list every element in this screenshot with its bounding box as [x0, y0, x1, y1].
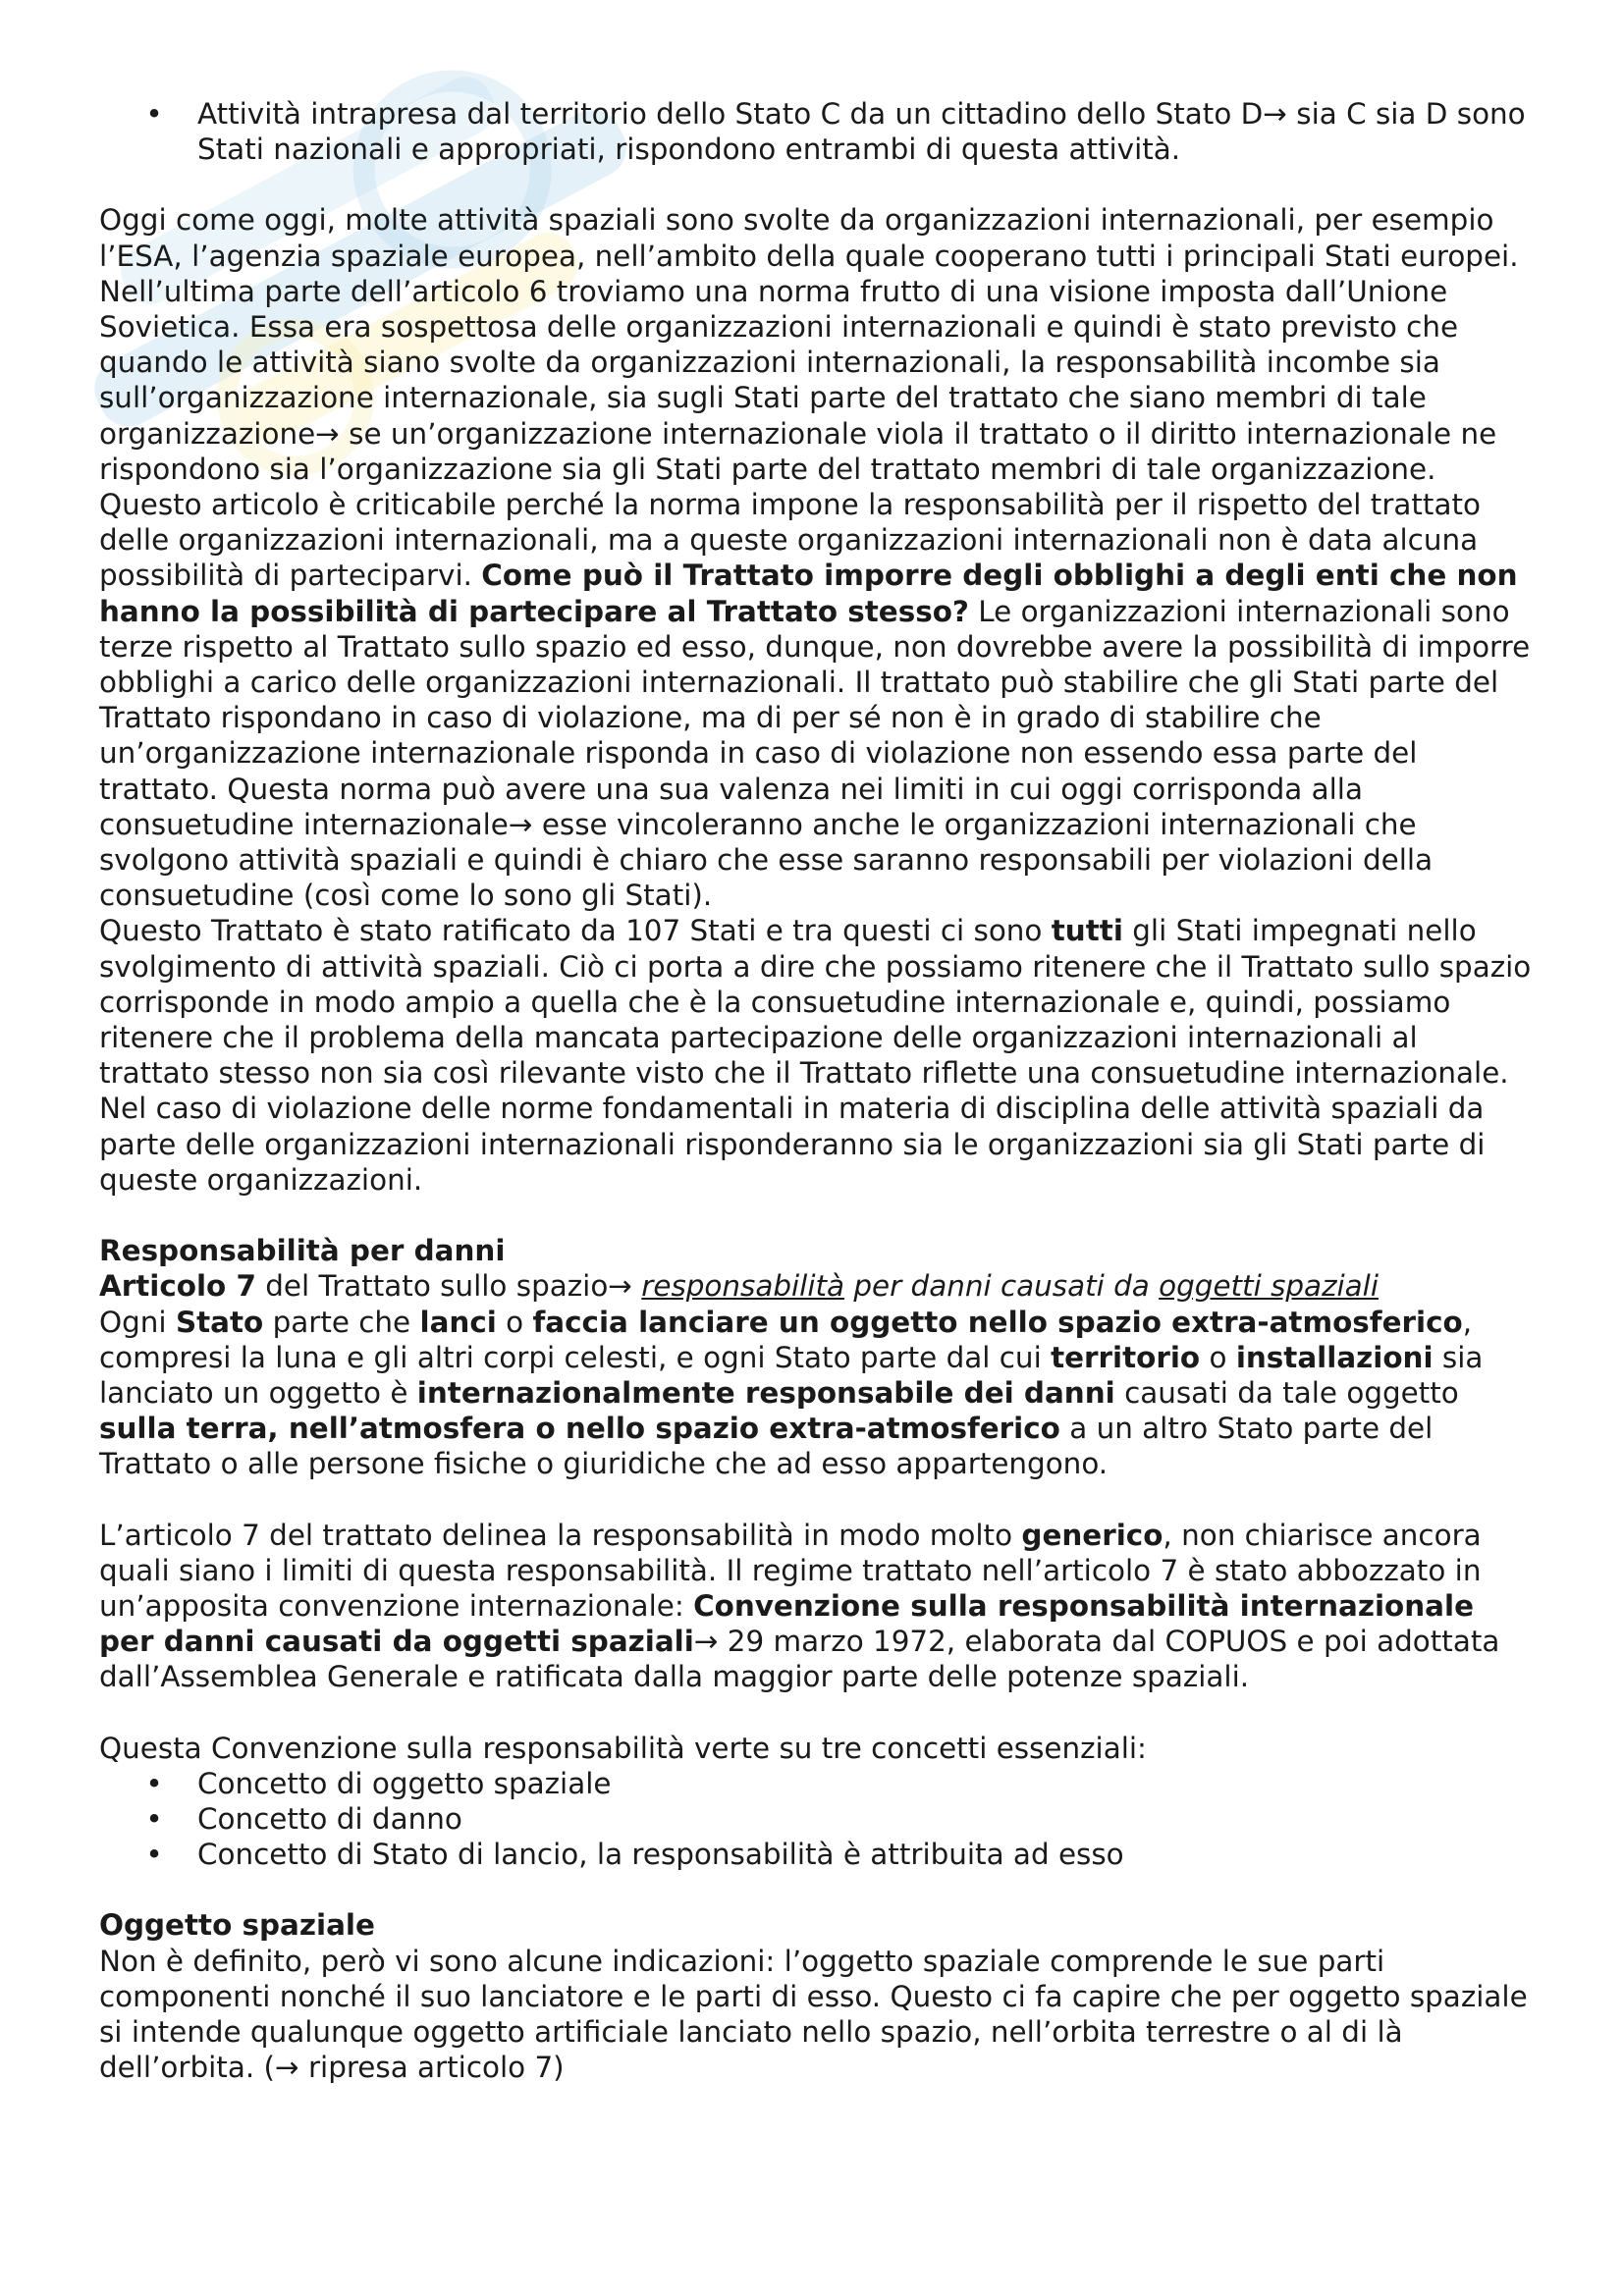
section-heading-oggetto-spaziale: Oggetto spaziale: [99, 1908, 375, 1943]
list-item: • Concetto di Stato di lancio, la responsabilità è attribuita ad esso: [145, 1838, 1124, 1872]
bold-question: Come può il Trattato imporre degli obblighi a degli enti che non hanno la possibilità di partecipare al Trattato stesso?: [99, 559, 1518, 628]
paragraph-oggetto-spaziale: Non è definito, però vi sono alcune indicazioni: l’oggetto spaziale comprende le sue parti componenti nonché il suo lanciatore e le parti di esso. Questo ci fa capire che per oggetto spaziale si intende qualunque oggetto artificiale lanciato nello spazio, nell’orbita terrestre o al di là dell’orbita. (→ ripresa articolo 7): [99, 1944, 1528, 2085]
paragraph-concepts-intro: Questa Convenzione sulla responsabilità verte su tre concetti essenziali:: [99, 1731, 1147, 1765]
top-bullet-list: [99, 96, 1533, 167]
paragraph-convention: L’articolo 7 del trattato delinea la responsabilità in modo molto generico, non chiarisce ancora quali siano i limiti di questa responsabilità. Il regime trattato nell’articolo 7 è stato abbozzato in un’apposita convenzione internazionale: Convenzione sulla responsabilità internazionale per danni causati da oggetti spaziali→ 29 marzo 1972, elaborata dal COPUOS e poi adottata dall’Assemblea Generale e ratificata dalla maggior parte delle potenze spaziali.: [99, 1518, 1500, 1694]
list-item: • Concetto di danno: [145, 1801, 462, 1836]
paragraph-criticism: Questo articolo è criticabile perché la norma impone la responsabilità per il rispetto del trattato delle organizzazioni internazionali, ma a queste organizzazioni internazionali non è data alcuna possibilità di parteciparvi. Come può il Trattato imporre degli obblighi a degli enti che non hanno la possibilità di partecipare al Trattato stesso? Le organizzazioni internazionali sono terze rispetto al Trattato sullo spazio ed esso, dunque, non dovrebbe avere la possibilità di imporre obblighi a carico delle organizzazioni internazionali. Il trattato può stabilire che gli Stati parte del Trattato rispondano in caso di violazione, ma di per sé non è in grado di stabilire che un’organizzazione internazionale risponda in caso di violazione non essendo essa parte del trattato. Questa norma può avere una sua valenza nei limiti in cui oggi corrisponda alla consuetudine internazionale→ esse vincoleranno anche le organizzazioni internazionali che svolgono attività spaziali e quindi è chiaro che esse saranno responsabili per violazioni della consuetudine (così come lo sono gli Stati).: [99, 488, 1531, 913]
paragraph-ratification: Questo Trattato è stato ratificato da 107 Stati e tra questi ci sono tutti gli Stati impegnati nello svolgimento di attività spaziali. Ciò ci porta a dire che possiamo ritenere che il Trattato sullo spazio corrisponde in modo ampio a quella che è la consuetudine internazionale e, quindi, possiamo ritenere che il problema della mancata partecipazione delle organizzazioni internazionali al trattato stesso non sia così rilevante visto che il Trattato riflette una consuetudine internazionale. Nel caso di violazione delle norme fondamentali in materia di disciplina delle attività spaziali da parte delle organizzazioni internazionali risponderanno sia le organizzazioni sia gli Stati parte di queste organizzazioni.: [99, 914, 1532, 1197]
document-body: [99, 96, 1533, 2085]
article-7-text: Ogni Stato parte che lanci o faccia lanciare un oggetto nello spazio extra-atmosferico, compresi la luna e gli altri corpi celesti, e ogni Stato parte dal cui territorio o installazioni sia lanciato un oggetto è internazionalmente responsabile dei danni causati da tale oggetto sulla terra, nell’atmosfera o nello spazio extra-atmosferico a un altro Stato parte del Trattato o alle persone fisiche o giuridiche che ad esso appartengono.: [99, 1305, 1484, 1481]
bullet-icon: •: [145, 1838, 163, 1872]
bullet-icon: •: [145, 1801, 163, 1836]
bullet-text: Attività intrapresa dal territorio dello Stato C da un cittadino dello Stato D→ sia C sia D sono Stati nazionali e appropriati, rispondono entrambi di questa attività.: [197, 97, 1526, 167]
bullet-icon: •: [145, 1766, 163, 1800]
list-item: • Concetto di oggetto spaziale: [145, 1766, 612, 1800]
article-7-line: Articolo 7 del Trattato sullo spazio→ responsabilità per danni causati da oggetti spaziali: [99, 1269, 1380, 1304]
section-heading-responsabilita: Responsabilità per danni: [99, 1234, 506, 1268]
paragraph-international-organizations: Oggi come oggi, molte attività spaziali sono svolte da organizzazioni internazionali, per esempio l’ESA, l’agenzia spaziale europea, nell’ambito della quale cooperano tutti i principali Stati europei. Nell’ultima parte dell’articolo 6 troviamo una norma frutto di una visione imposta dall’Unione Sovietica. Essa era sospettosa delle organizzazioni internazionali e quindi è stato previsto che quando le attività siano svolte da organizzazioni internazionali, la responsabilità incombe sia sull’organizzazione internazionale, sia sugli Stati parte del trattato che siano membri di tale organizzazione→ se un’organizzazione internazionale viola il trattato o il diritto internazionale ne rispondono sia l’organizzazione sia gli Stati parte del trattato membri di tale organizzazione.: [99, 203, 1519, 486]
bullet-icon: •: [145, 97, 163, 131]
concepts-list: [99, 1766, 1533, 1873]
list-item: [99, 96, 1533, 167]
